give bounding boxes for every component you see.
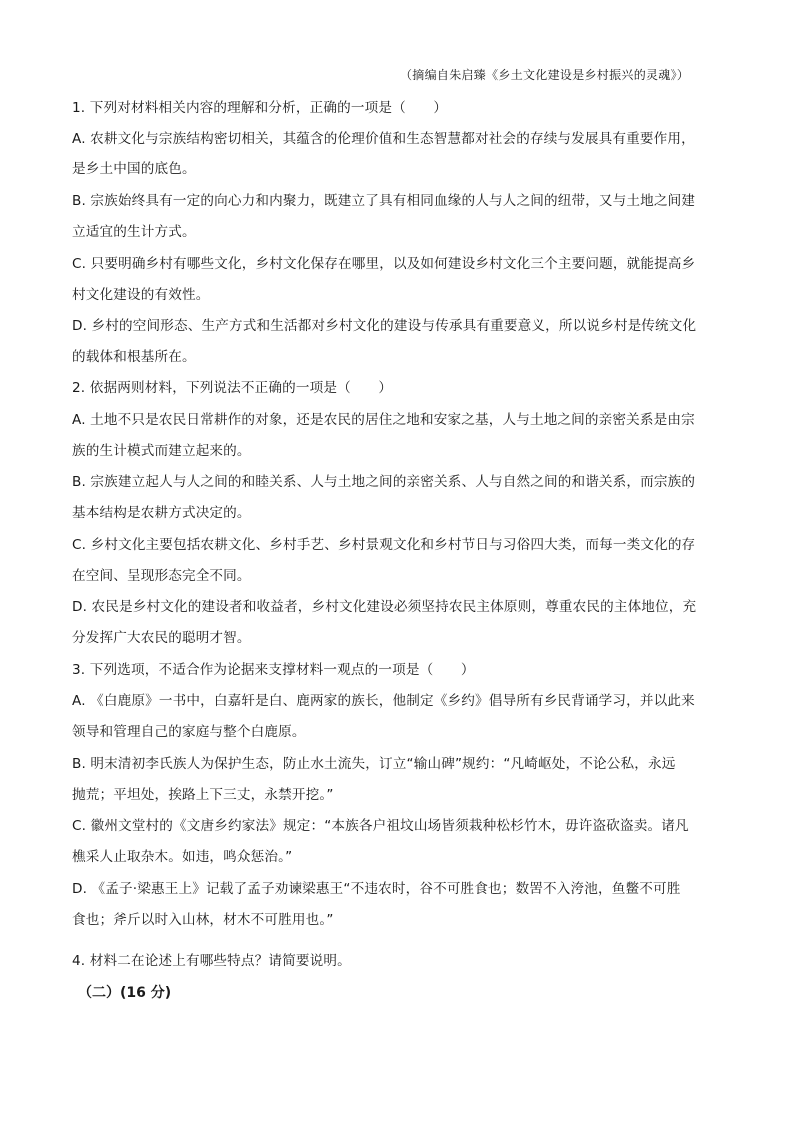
section-heading: （二）(16 分) — [78, 985, 172, 1001]
question-1-option-a-cont: 是乡土中国的底色。 — [72, 161, 196, 177]
question-2-option-c: C. 乡村文化主要包括农耕文化、乡村手艺、乡村景观文化和乡村节日与习俗四大类，而每一类文化的存 — [72, 537, 696, 553]
question-4-stem: 4. 材料二在论述上有哪些特点？请简要说明。 — [72, 953, 351, 969]
question-3-option-a-cont: 领导和管理自己的家庭与整个白鹿原。 — [72, 724, 306, 740]
question-1-option-d-cont: 的载体和根基所在。 — [72, 349, 196, 365]
question-2-stem: 2. 依据两则材料，下列说法不正确的一项是（ ） — [72, 380, 393, 396]
question-3-option-d: D. 《孟子·梁惠王上》记载了孟子劝谏梁惠王“不违农时，谷不可胜食也；数罟不入洿池，鱼鳖不可胜 — [72, 881, 681, 897]
question-3-option-b-cont: 抛荒；平坦处，挨路上下三丈，永禁开挖。” — [72, 787, 334, 803]
question-3-stem: 3. 下列选项，不适合作为论据来支撑材料一观点的一项是（ ） — [72, 662, 475, 678]
question-3-option-d-cont: 食也；斧斤以时入山林，材木不可胜用也。” — [72, 912, 334, 928]
question-1-option-b: B. 宗族始终具有一定的向心力和内聚力，既建立了具有相同血缘的人与人之间的纽带，又与土地之间建 — [72, 193, 696, 209]
question-3-option-b: B. 明末清初李氏族人为保护生态，防止水土流失，订立“输山碑”规约：“凡崎岖处，不论公私，永远 — [72, 756, 676, 772]
question-2-option-b: B. 宗族建立起人与人之间的和睦关系、人与土地之间的亲密关系、人与自然之间的和谐关系，而宗族的 — [72, 474, 696, 490]
question-2-option-a: A. 土地不只是农民日常耕作的对象，还是农民的居住之地和安家之基，人与土地之间的亲密关系是由宗 — [72, 412, 695, 428]
question-3-option-a: A. 《白鹿原》一书中，白嘉轩是白、鹿两家的族长，他制定《乡约》倡导所有乡民背诵学习，并以此来 — [72, 693, 695, 709]
question-3-option-c: C. 徽州文堂村的《文唐乡约家法》规定：“本族各户祖坟山场皆须栽种松杉竹木，毋许盗砍盗卖。诸凡 — [72, 818, 689, 834]
question-2-option-b-cont: 基本结构是农耕方式决定的。 — [72, 505, 251, 521]
question-1-option-b-cont: 立适宜的生计方式。 — [72, 224, 196, 240]
question-2-option-c-cont: 在空间、呈现形态完全不同。 — [72, 568, 251, 584]
question-1-option-c: C. 只要明确乡村有哪些文化，乡村文化保存在哪里，以及如何建设乡村文化三个主要问题，就能提高乡 — [72, 256, 696, 272]
question-2-option-d: D. 农民是乡村文化的建设者和收益者，乡村文化建设必须坚持农民主体原则，尊重农民的主体地位，充 — [72, 599, 697, 615]
source-citation: （摘编自朱启臻《乡土文化建设是乡村振兴的灵魂》） — [400, 68, 690, 82]
question-2-option-d-cont: 分发挥广大农民的聪明才智。 — [72, 630, 251, 646]
question-1-stem: 1. 下列对材料相关内容的理解和分析，正确的一项是（ ） — [72, 100, 448, 116]
question-1-option-c-cont: 村文化建设的有效性。 — [72, 287, 210, 303]
question-1-option-d: D. 乡村的空间形态、生产方式和生活都对乡村文化的建设与传承具有重要意义，所以说乡村是传统文化 — [72, 318, 697, 334]
question-1-option-a: A. 农耕文化与宗族结构密切相关，其蕴含的伦理价值和生态智慧都对社会的存续与发展具有重要作用， — [72, 131, 695, 147]
question-2-option-a-cont: 族的生计模式而建立起来的。 — [72, 443, 251, 459]
question-3-option-c-cont: 樵采人止取杂木。如违，鸣众惩治。” — [72, 849, 293, 865]
